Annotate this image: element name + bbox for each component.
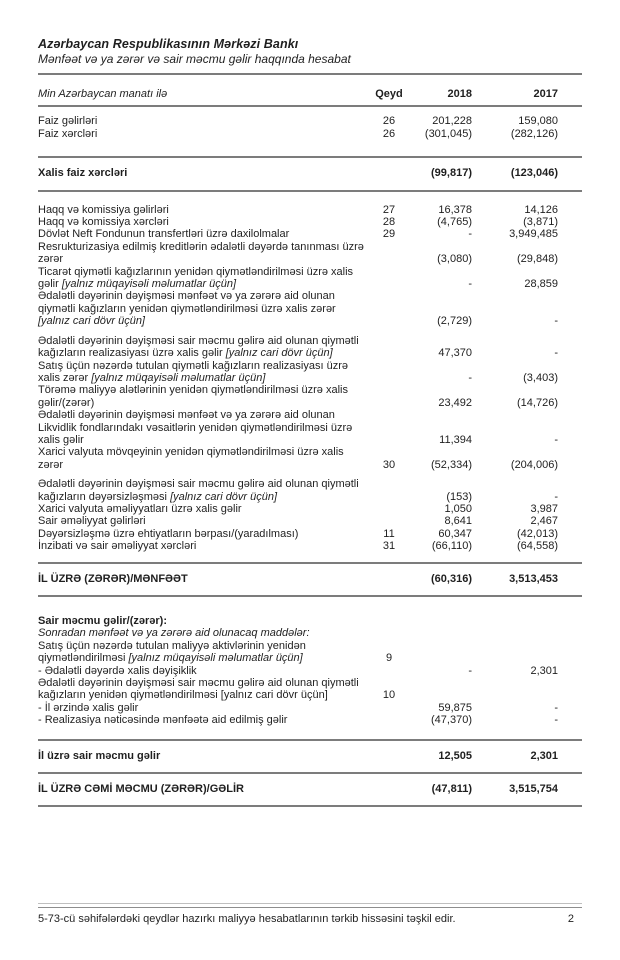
value-2018: 23,492 [438,396,472,409]
row-label: Ədalətli dəyərinin dəyişməsi mənfəət və ya zərərə aid olunan Likvidlik fondlarındakı vəsaitlərin yenidən qiymətləndirilməsi üzrə xalis gəlir [38,409,353,446]
separator-row [38,727,582,741]
note-reference [368,564,410,595]
statement-row [38,106,582,127]
table-header-row [38,88,582,106]
row-label: Faiz gəlirləri [38,115,98,128]
value-2017: 3,515,754 [509,783,558,796]
value-2017: (42,013) [517,527,558,540]
year-2017-header: 2017 [472,88,582,106]
value-2018: 60,347 [438,527,472,540]
value-2017: 2,301 [530,664,558,677]
row-label: Ədalətli dəyərinin dəyişməsi sair məcmu gəlirə aid olunan qiymətli kağızların yenidən qiymətləndirilməsi [yalnız cari dövr üçün] [38,677,359,702]
statement-row [38,665,582,677]
row-label: Sair əməliyyat gəlirləri [38,515,146,528]
note-reference [368,266,410,291]
value-2017: - [554,315,558,328]
row-label: İnzibati və sair əməliyyat xərcləri [38,540,197,553]
value-2017: (204,006) [510,458,558,471]
separator-line [38,553,582,564]
horizontal-rule [38,805,582,807]
row-label: Dəyərsizləşmə üzrə ehtiyatların bərpası/(yaradılması) [38,527,299,540]
value-2017 [472,640,582,665]
statement-row [38,241,582,266]
value-2018: - [468,278,472,291]
value-2018 [410,627,472,639]
note-reference [368,471,410,503]
footer-note: 5-73-cü səhifələrdəki qeydlər hazırkı maliyyə hesabatlarının tərkib hissəsini təşkil edir. [38,913,456,925]
note-reference [368,702,410,714]
row-label: Satış üçün nəzərdə tutulan qiymətli kağızların realizasiyası üzrə xalis zərər [yalnız müqayisəli məlumatlar üçün] [38,359,348,384]
value-2017: 2,467 [530,515,558,528]
page-footer [38,903,582,926]
note-reference [368,360,410,385]
statement-row [38,216,582,228]
value-2018: 16,378 [438,203,472,216]
row-label: - İl ərzində xalis gəlir [38,701,139,714]
value-2017: (123,046) [510,167,558,180]
value-2018: (47,811) [431,783,472,796]
value-2018: 1,050 [444,502,472,515]
row-label: Haqq və komissiya xərcləri [38,216,169,229]
row-label: Xalis faiz xərcləri [38,167,128,180]
value-2017: - [554,347,558,360]
value-2018: 11,394 [439,433,472,446]
statement-row [38,328,582,360]
statement-row [38,290,582,327]
total-row [38,158,582,189]
statement-row [38,627,582,639]
report-title: Azərbaycan Respublikasının Mərkəzi Bankı [38,37,299,51]
page-number: 2 [567,913,574,925]
note-reference [368,627,410,639]
value-2018: (153) [446,490,472,503]
value-2018 [410,640,472,665]
value-2017: - [554,714,558,727]
row-label-qualifier: [yalnız müqayisəli məlumatlar üçün] [61,278,237,291]
value-2017: (64,558) [517,540,558,553]
row-label: Satış üçün nəzərdə tutulan maliyyə aktivlərinin yenidən qiymətləndirilməsi [yalnız müqayisəli məlumatlar üçün] [38,639,306,665]
value-2018: 12,505 [438,749,472,762]
value-2018 [410,597,472,627]
value-2017: (3,403) [523,371,558,384]
note-reference: 10 [382,689,396,702]
value-2017 [472,627,582,639]
row-label: Xarici valyuta əməliyyatları üzrə xalis gəlir [38,502,242,515]
value-2018: 59,875 [438,701,472,714]
table-header [38,88,582,106]
value-2018: (2,729) [437,315,472,328]
note-reference [368,241,410,266]
note-reference [368,741,410,772]
statement-row [38,702,582,714]
statement-row [38,228,582,240]
row-label: Xarici valyuta mövqeyinin yenidən qiymətləndirilməsi üzrə xalis zərər [38,446,344,471]
row-label-qualifier: [yalnız cari dövr üçün] [38,315,145,328]
note-reference: 11 [383,527,395,540]
value-2018: - [468,228,472,241]
value-2018: (301,045) [424,127,472,140]
row-label: İL ÜZRƏ (ZƏRƏR)/MƏNFƏƏT [38,572,188,585]
report-subtitle: Mənfəət və ya zərər və sair məcmu gəlir haqqında hesabat [38,52,582,75]
note-reference: 28 [382,216,396,229]
note-reference: 26 [382,127,396,140]
value-2018: (99,817) [431,167,472,180]
unit-label: Min Azərbaycan manatı ilə [38,88,368,106]
note-reference: 9 [385,652,393,665]
row-label: Resrukturizasiya edilmiş kreditlərin ədalətli dəyərdə tanınması üzrə zərər [38,240,364,266]
note-reference: 26 [382,115,396,128]
row-label: Sonradan mənfəət və ya zərərə aid olunacaq maddələr: [38,627,310,640]
separator-row [38,805,582,807]
row-label: Ədalətli dəyərinin dəyişməsi sair məcmu gəlirə aid olunan qiymətli kağızların realizasiyası üzrə xalis gəlir [yalnız cari dövr üçün] [38,334,359,360]
statement-row [38,640,582,665]
value-2018: 8,641 [444,515,472,528]
value-2018 [410,677,472,702]
value-2018: 201,228 [432,115,472,128]
statement-row [38,677,582,702]
note-reference [368,774,410,805]
note-reference: 29 [382,228,396,241]
row-label: Törəmə maliyyə alətlərinin yenidən qiymətləndirilməsi üzrə xalis gəlir/(zərər) [38,384,348,409]
value-2017: 3,513,453 [509,572,558,585]
row-label: Sair məcmu gəlir/(zərər): [38,615,167,627]
row-label: Haqq və komissiya gəlirləri [38,203,169,216]
statement-row [38,446,582,471]
note-reference [368,515,410,527]
note-column-header: Qeyd [368,88,410,106]
statement-body [38,106,582,807]
statement-row [38,409,582,446]
value-2017 [472,677,582,702]
row-label: - Ədalətli dəyərdə xalis dəyişiklik [38,664,197,677]
row-label: Ədalətli dəyərinin dəyişməsi sair məcmu gəlirə aid olunan qiymətli kağızların dəyərsizləşməsi [yalnız cari dövr üçün] [38,478,359,503]
statement-row [38,503,582,515]
value-2017: 2,301 [530,749,558,762]
note-reference: 30 [382,458,396,471]
value-2018: (60,316) [431,572,472,585]
value-2018: (66,110) [431,540,472,553]
note-reference [368,384,410,409]
value-2017: 14,126 [524,203,558,216]
value-2017: 159,080 [518,115,558,128]
statement-row [38,597,582,627]
value-2018: 47,370 [438,347,472,360]
note-reference: 31 [382,540,396,553]
total-row [38,741,582,772]
statement-row [38,266,582,291]
value-2017: (282,126) [510,127,558,140]
page-content [38,37,582,807]
value-2018: (47,370) [431,714,472,727]
separator-line [38,140,582,158]
value-2017: 3,987 [530,502,558,515]
value-2018: (52,334) [431,458,472,471]
value-2017: - [554,490,558,503]
value-2017: (3,871) [523,216,558,229]
separator-line [38,727,582,741]
value-2018: - [468,664,472,677]
row-label: - Realizasiya nəticəsində mənfəətə aid edilmiş gəlir [38,714,288,727]
total-row [38,564,582,595]
footer-divider [38,903,582,908]
footer-row [38,913,582,926]
row-label-qualifier: [yalnız müqayisəli məlumatlar üçün] [91,371,266,384]
statement-row [38,384,582,409]
total-row [38,774,582,805]
note-reference [368,290,410,327]
value-2017: 3,949,485 [509,228,558,241]
year-2018-header: 2018 [410,88,472,106]
value-2018: - [468,371,472,384]
row-label-qualifier: [yalnız müqayisəli məlumatlar üçün] [128,652,303,665]
row-label: Faiz xərcləri [38,127,98,140]
statement-row [38,192,582,216]
note-reference [368,714,410,726]
value-2017: - [554,701,558,714]
value-2017: 28,859 [524,278,558,291]
value-2017: - [554,433,558,446]
statement-row [38,360,582,385]
statement-row [38,128,582,140]
row-label: Dövlət Neft Fondunun transfertləri üzrə daxilolmalar [38,228,290,241]
separator-row [38,553,582,564]
note-reference [368,503,410,515]
note-reference [368,158,410,189]
row-label: Ticarət qiymətli kağızlarının yenidən qiymətləndirilməsi üzrə xalis gəlir [yalnız müqayisəli məlumatlar üçün] [38,265,354,291]
value-2017 [472,597,582,627]
note-reference [368,597,410,627]
row-label-qualifier: [yalnız cari dövr üçün] [225,347,333,360]
row-label: İl üzrə sair məcmu gəlir [38,749,161,762]
separator-line [38,805,582,807]
row-label-qualifier: [yalnız cari dövr üçün] [170,490,278,503]
value-2018: (3,080) [437,253,472,266]
income-statement-table [38,88,582,807]
note-reference: 27 [382,203,396,216]
statement-row [38,515,582,527]
statement-row [38,471,582,503]
note-reference [368,328,410,360]
row-label: İL ÜZRƏ CƏMİ MƏCMU (ZƏRƏR)/GƏLİR [38,783,244,796]
value-2017: (29,848) [517,253,558,266]
value-2017: (14,726) [517,396,558,409]
note-reference [368,409,410,446]
statement-row [38,528,582,540]
value-2018: (4,765) [437,216,472,229]
separator-row [38,140,582,158]
statement-row [38,540,582,552]
row-label: Ədalətli dəyərinin dəyişməsi mənfəət və ya zərərə aid olunan qiymətli kağızların yenidən qiymətləndirilməsi üzrə xalis zərər [yalnız cari dövr üçün] [38,290,336,328]
statement-row [38,714,582,726]
note-reference [368,665,410,677]
